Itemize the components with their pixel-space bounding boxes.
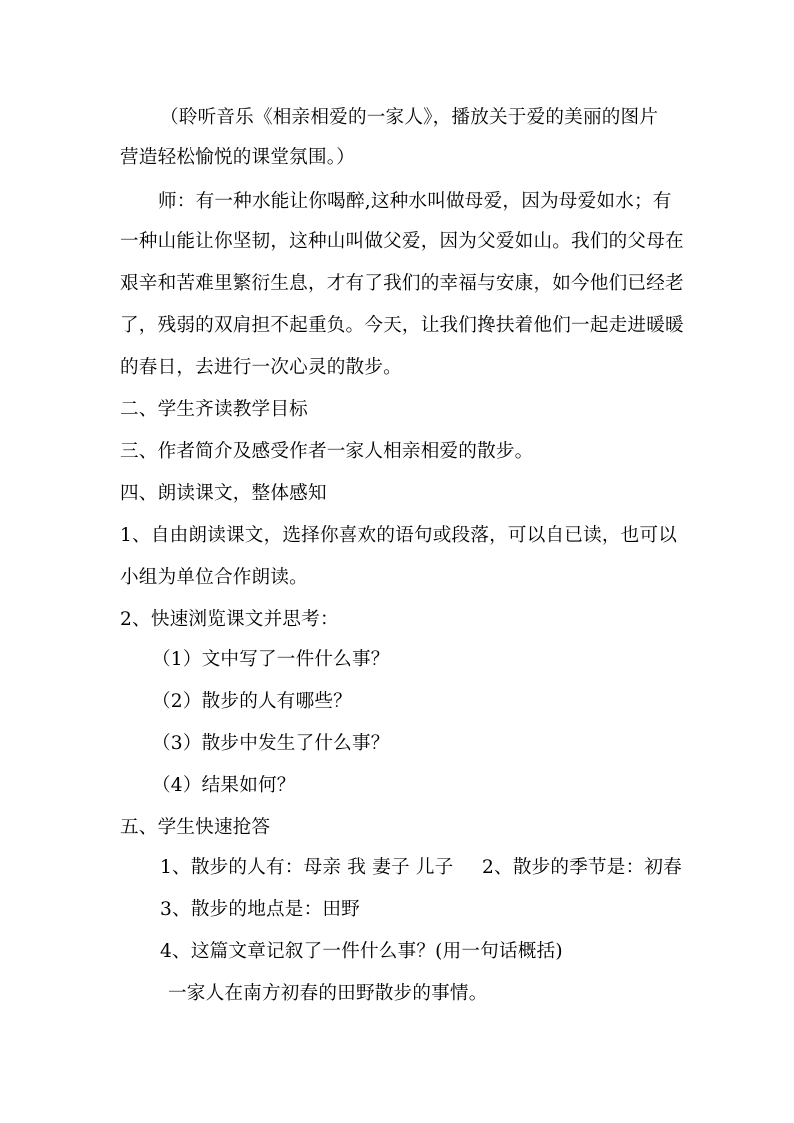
text-line-4: 一种山能让你坚韧，这种山叫做父爱，因为父爱如山。我们的父母在 bbox=[120, 231, 684, 252]
answer-1: 1、散步的人有：母亲 我 妻子 儿子 bbox=[160, 857, 454, 878]
question-4: （4）结果如何？ bbox=[152, 775, 296, 796]
text-line-1: （聆听音乐《相亲相爱的一家人》，播放关于爱的美丽的图片 bbox=[160, 107, 659, 128]
answer-3: 3、散步的地点是：田野 bbox=[160, 899, 360, 920]
question-2: （2）散步的人有哪些？ bbox=[152, 691, 352, 712]
answer-2: 2、散步的季节是：初春 bbox=[482, 857, 682, 878]
question-1: （1）文中写了一件什么事？ bbox=[152, 649, 390, 670]
text-line-11: 1、自由朗读课文，选择你喜欢的语句或段落，可以自已读，也可以 bbox=[120, 525, 678, 546]
answer-4-content: 一家人在南方初春的田野散步的事情。 bbox=[168, 983, 488, 1004]
section-heading-3: 三、作者简介及感受作者一家人相亲相爱的散步。 bbox=[120, 441, 534, 462]
text-line-13: 2、快速浏览课文并思考： bbox=[120, 609, 339, 630]
text-line-2: 营造轻松愉悦的课堂氛围。） bbox=[120, 147, 356, 168]
answer-4: 4、这篇文章记叙了一件什么事？(用一句话概括) bbox=[160, 941, 563, 962]
section-heading-4: 四、朗读课文，整体感知 bbox=[120, 483, 327, 504]
question-3: （3）散步中发生了什么事？ bbox=[152, 733, 390, 754]
section-heading-2: 二、学生齐读教学目标 bbox=[120, 399, 308, 420]
text-line-6: 了，残弱的双肩担不起重负。今天，让我们搀扶着他们一起走进暖暖 bbox=[120, 315, 684, 336]
text-line-5: 艰辛和苦难里繁衍生息，才有了我们的幸福与安康，如今他们已经老 bbox=[120, 273, 684, 294]
text-line-12: 小组为单位合作朗读。 bbox=[120, 567, 308, 588]
section-heading-5: 五、学生快速抢答 bbox=[120, 817, 271, 838]
text-line-3: 师：有一种水能让你喝醉,这种水叫做母爱，因为母爱如水；有 bbox=[158, 191, 672, 212]
text-line-7: 的春日，去进行一次心灵的散步。 bbox=[120, 357, 402, 378]
